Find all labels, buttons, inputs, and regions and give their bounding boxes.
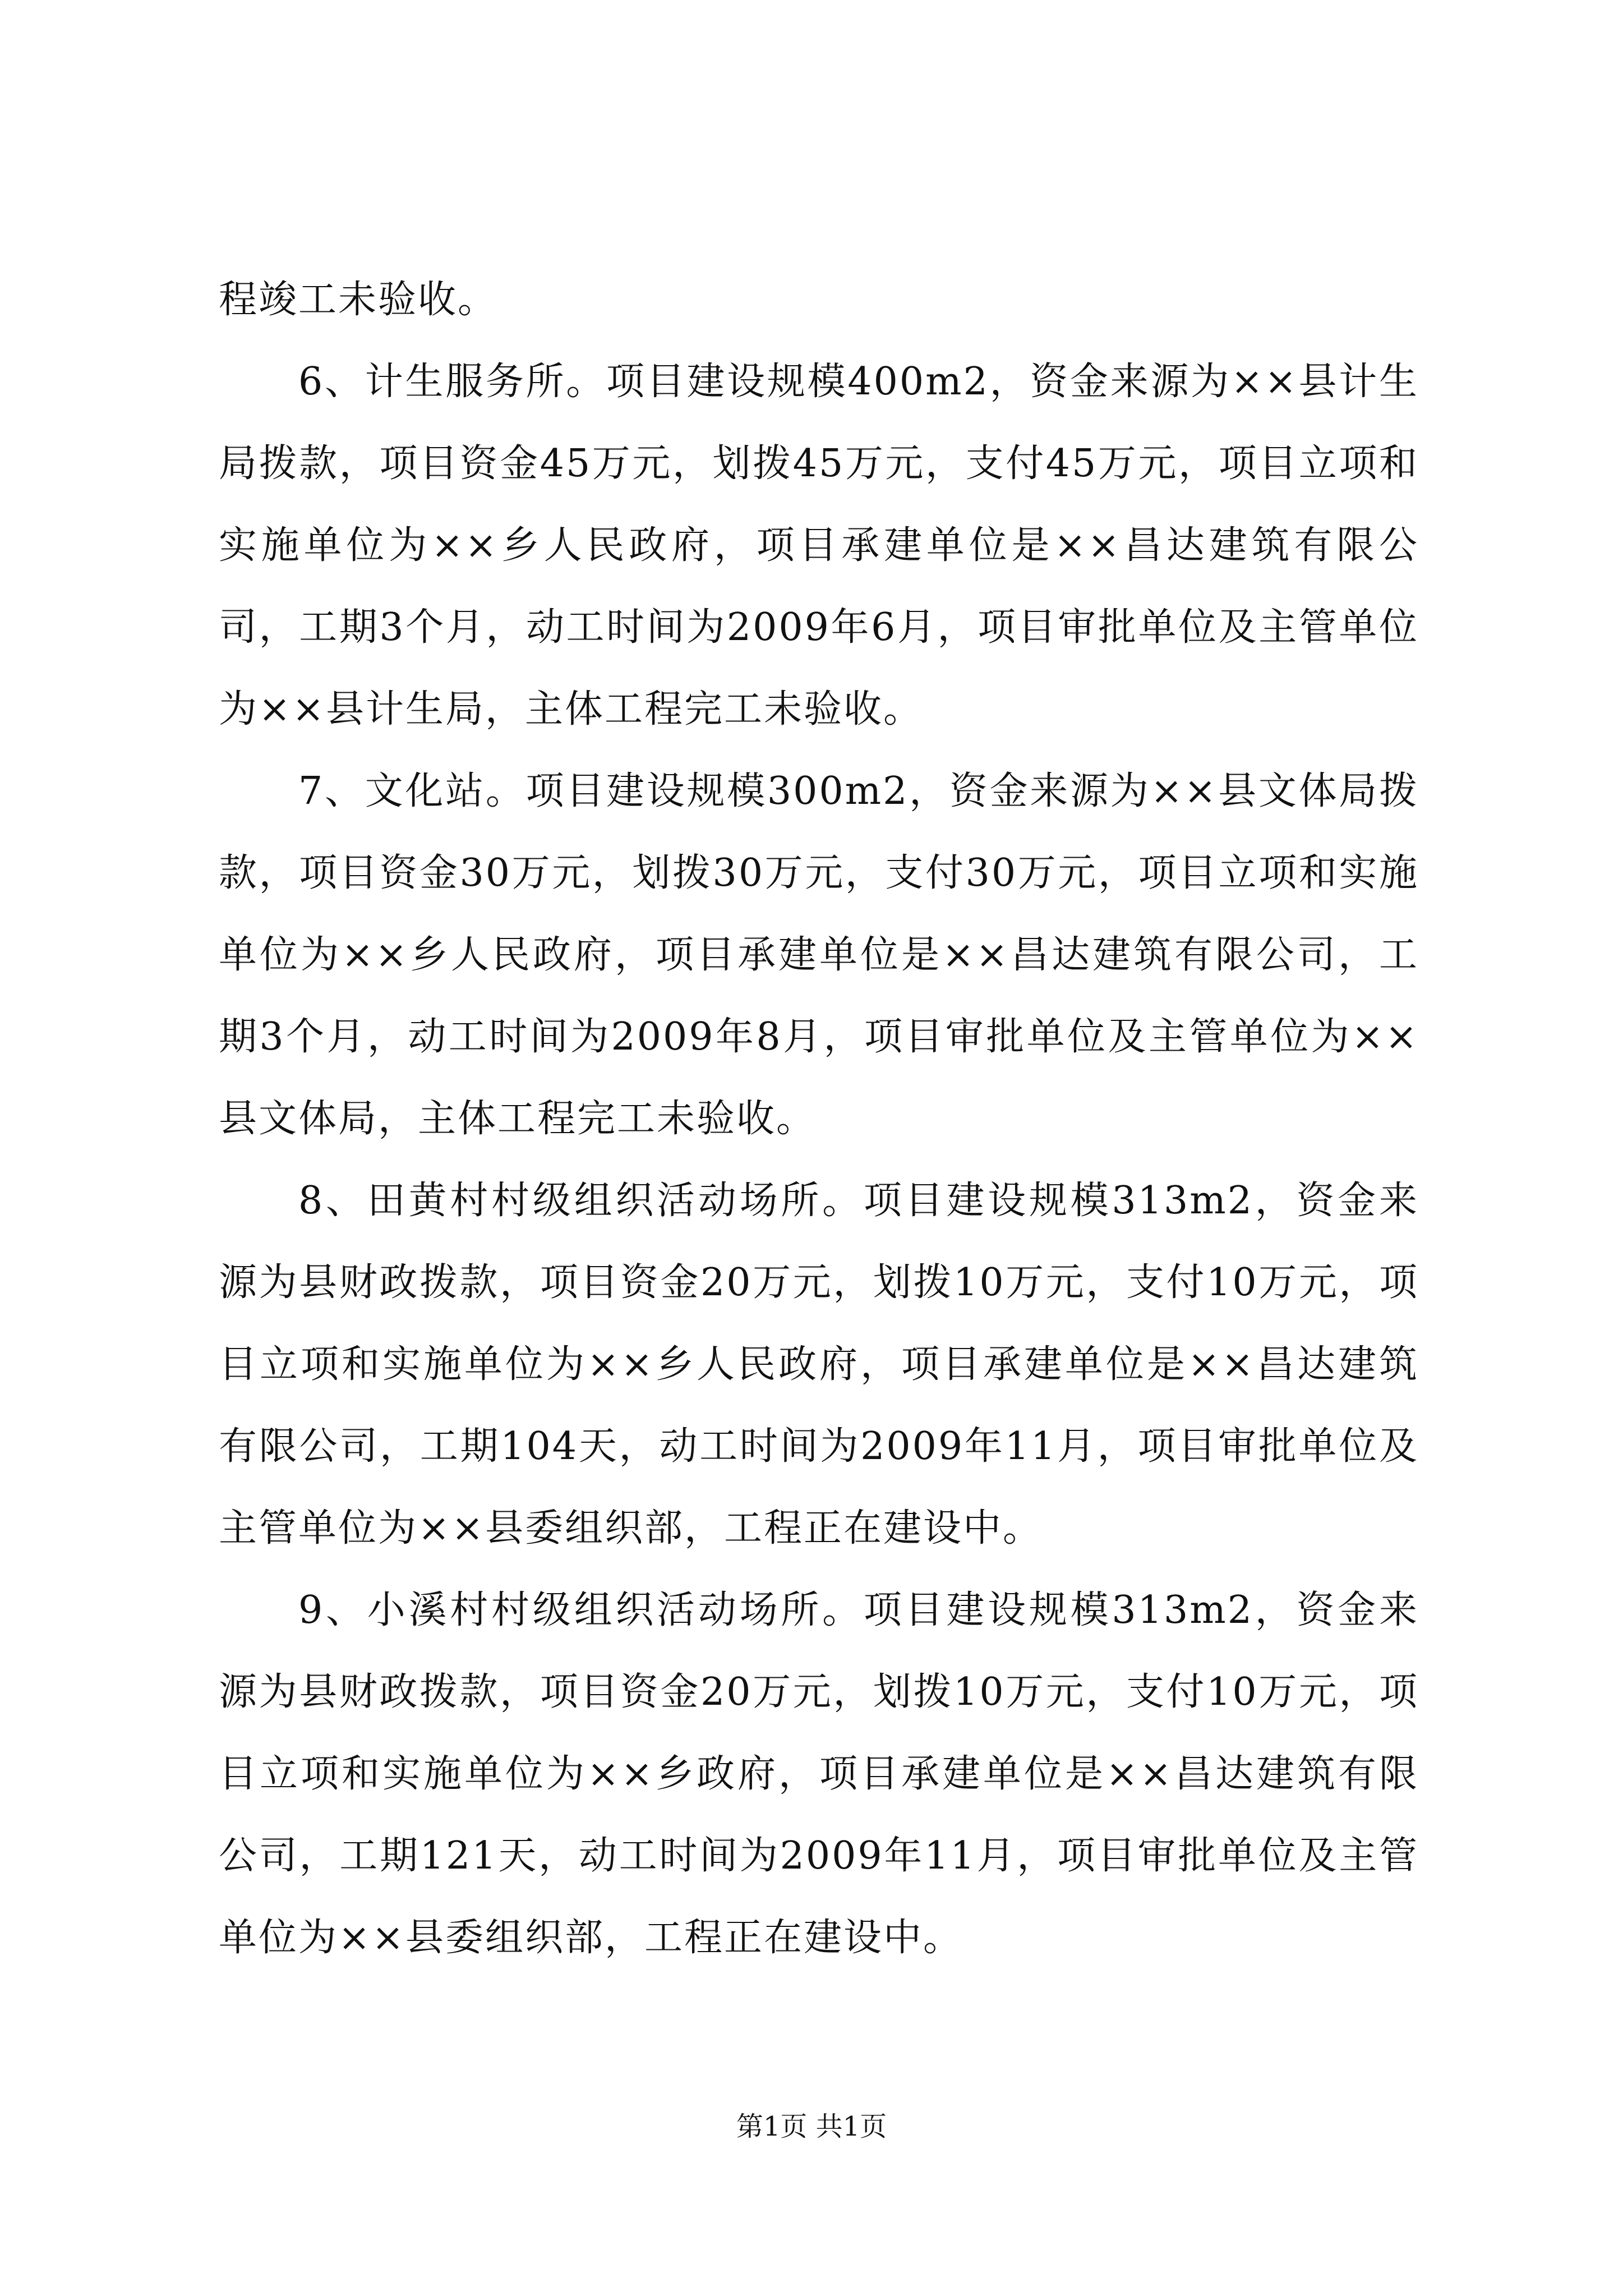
document-body (219, 259, 1419, 1979)
paragraph-9-xiaoxi-village-venue: 9、小溪村村级组织活动场所。项目建设规模313m2，资金来源为县财政拨款，项目资金20万元，划拨10万元，支付10万元，项目立项和实施单位为××乡政府，项目承建单位是××昌达建筑有限公司，工期121天，动工时间为2009年11月，项目审批单位及主管单位为××县委组织部，工程正在建设中。 (219, 1588, 1419, 1960)
paragraph-6-family-planning-station: 6、计生服务所。项目建设规模400m2，资金来源为××县计生局拨款，项目资金45万元，划拨45万元，支付45万元，项目立项和实施单位为××乡人民政府，项目承建单位是××昌达建筑有限公司，工期3个月，动工时间为2009年6月，项目审批单位及主管单位为××县计生局，主体工程完工未验收。 (219, 360, 1419, 731)
paragraph-8-tianhuang-village-venue: 8、田黄村村级组织活动场所。项目建设规模313m2，资金来源为县财政拨款，项目资金20万元，划拨10万元，支付10万元，项目立项和实施单位为××乡人民政府，项目承建单位是××昌达建筑有限公司，工期104天，动工时间为2009年11月，项目审批单位及主管单位为××县委组织部，工程正在建设中。 (219, 1179, 1419, 1550)
page-number-footer: 第1页 共1页 (736, 2111, 887, 2142)
paragraph-7-cultural-station: 7、文化站。项目建设规模300m2，资金来源为××县文体局拨款，项目资金30万元，划拨30万元，支付30万元，项目立项和实施单位为××乡人民政府，项目承建单位是××昌达建筑有限公司，工期3个月，动工时间为2009年8月，项目审批单位及主管单位为××县文体局，主体工程完工未验收。 (219, 769, 1419, 1141)
paragraph-continuation: 程竣工未验收。 (219, 278, 498, 322)
